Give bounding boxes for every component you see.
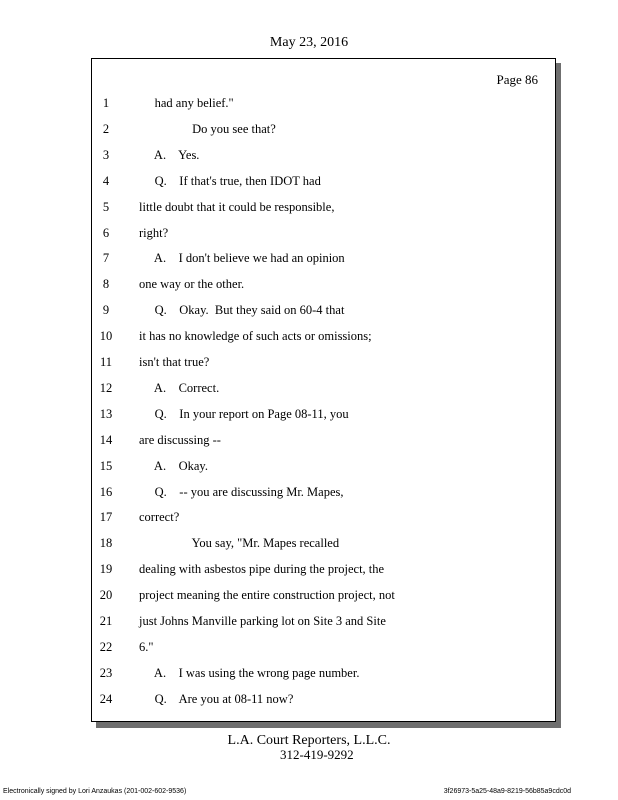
line-number: 11	[99, 355, 113, 369]
line-number: 7	[102, 251, 110, 266]
line-number: 6	[102, 225, 110, 240]
transcript-line	[92, 198, 552, 216]
transcript-line	[92, 508, 552, 526]
transcript-line	[92, 586, 552, 604]
line-number: 23	[99, 665, 113, 680]
line-text: one way or the other.	[139, 277, 245, 292]
line-text: Q. Are you at 08-11 now?	[139, 691, 294, 706]
line-text: are discussing --	[139, 432, 221, 447]
line-number: 14	[99, 432, 113, 447]
line-text: dealing with asbestos pipe during the project, the	[139, 562, 385, 577]
line-number: 8	[102, 277, 110, 292]
page-number: Page 86	[496, 72, 538, 87]
transcript-line	[92, 275, 552, 293]
line-text: project meaning the entire construction project, not	[139, 588, 395, 603]
transcript-line	[92, 560, 552, 578]
transcript-line	[92, 249, 552, 267]
transcript-line	[92, 301, 552, 319]
transcript-line	[92, 353, 552, 371]
transcript-line	[92, 690, 552, 708]
line-text: A. Yes.	[139, 147, 200, 162]
line-text: You say, "Mr. Mapes recalled	[139, 536, 340, 551]
footer-phone: 312-419-9292	[280, 747, 354, 762]
line-number: 16	[99, 484, 113, 499]
line-number: 17	[99, 510, 113, 525]
line-number: 1	[102, 96, 110, 110]
line-number: 24	[99, 691, 113, 706]
line-text: A. Correct.	[139, 380, 220, 395]
line-text: just Johns Manville parking lot on Site 3 and Site	[139, 614, 386, 628]
transcript-line	[92, 457, 552, 475]
transcript-page	[91, 58, 556, 722]
line-number: 15	[99, 458, 113, 473]
transcript-line	[92, 405, 552, 423]
line-number: 9	[102, 303, 110, 318]
line-text: A. Okay.	[139, 458, 208, 473]
line-number: 4	[102, 173, 110, 188]
line-number: 10	[99, 329, 113, 344]
transcript-line	[92, 146, 552, 164]
transcript-line	[92, 327, 552, 345]
transcript-line	[92, 638, 552, 656]
line-number: 2	[102, 121, 110, 136]
transcript-line	[92, 224, 552, 242]
line-text: isn't that true?	[139, 355, 210, 369]
line-text: it has no knowledge of such acts or omissions;	[139, 329, 372, 344]
line-text: Q. -- you are discussing Mr. Mapes,	[139, 484, 344, 499]
transcript-line	[92, 612, 552, 630]
line-number: 5	[102, 199, 110, 214]
document-id: 3f26973-5a25-48a9-8219-56b85a9cdc0d	[443, 788, 571, 795]
line-text: correct?	[139, 510, 180, 525]
line-text: A. I was using the wrong page number.	[139, 665, 360, 680]
transcript-line	[92, 664, 552, 682]
line-number: 20	[99, 588, 113, 603]
footer-company: L.A. Court Reporters, L.L.C.	[227, 733, 391, 748]
transcript-line	[92, 94, 552, 112]
transcript-line	[92, 534, 552, 552]
line-number: 21	[99, 614, 113, 628]
line-text: Q. If that's true, then IDOT had	[139, 173, 321, 188]
signature-note: Electronically signed by Lori Anzaukas (201-002-602-9536)	[3, 788, 187, 795]
transcript-line	[92, 120, 552, 138]
line-number: 13	[99, 406, 113, 421]
line-text: Do you see that?	[139, 121, 276, 136]
line-text: Q. Okay. But they said on 60-4 that	[139, 303, 345, 318]
line-number: 19	[99, 562, 113, 577]
line-text: A. I don't believe we had an opinion	[139, 251, 345, 266]
line-text: had any belief."	[139, 96, 234, 110]
line-number: 18	[99, 536, 113, 551]
header-date: May 23, 2016	[269, 35, 349, 50]
transcript-line	[92, 431, 552, 449]
line-text: right?	[139, 225, 169, 240]
line-text: little doubt that it could be responsible,	[139, 199, 335, 214]
line-number: 22	[99, 639, 113, 654]
line-number: 12	[99, 380, 113, 395]
transcript-line	[92, 172, 552, 190]
line-text: Q. In your report on Page 08-11, you	[139, 406, 349, 421]
line-text: 6."	[139, 639, 154, 654]
transcript-line	[92, 483, 552, 501]
line-number: 3	[102, 147, 110, 162]
transcript-line	[92, 379, 552, 397]
